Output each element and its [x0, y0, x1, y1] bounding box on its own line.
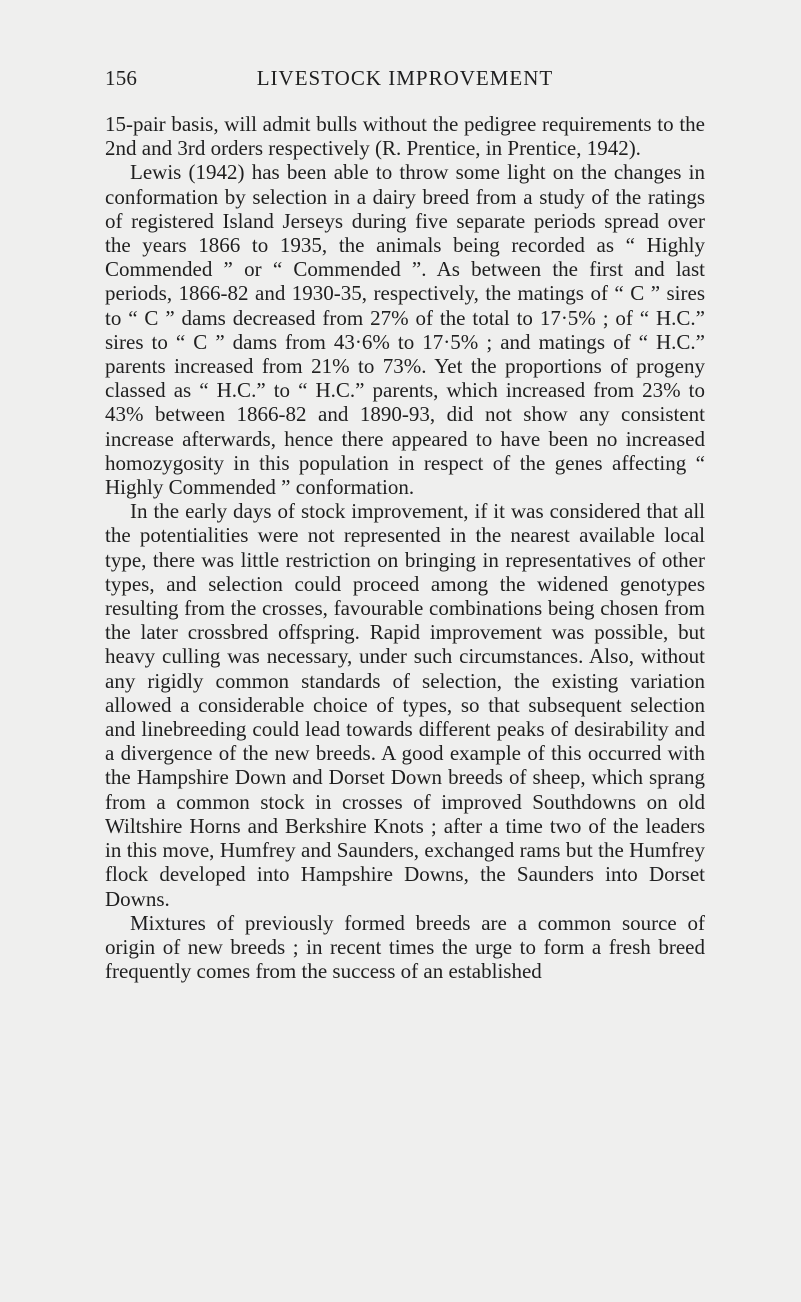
paragraph-continued: 15-pair basis, will admit bulls without the pedigree requirements to the 2nd and 3rd orders respectively (R. Prentice, in Prentice, 1942).: [105, 112, 705, 161]
paragraph-mixtures-of-breeds: Mixtures of previously formed breeds are a common source of origin of new breeds ; in recent times the urge to form a fresh breed frequently comes from the success of an established: [105, 910, 705, 984]
paragraph-early-stock-improvement: In the early days of stock improvement, if it was considered that all the potentialities were not represented in the nearest available local type, there was little restriction on bringing in representatives of other types, and selection could proceed among the widened genotypes resulting from the crosses, favourable combinations being chosen from the later crossbred offspring. Rapid improvement was possible, but heavy culling was necessary, under such circumstances. Also, without any rigidly common standards of selection, the existing variation allowed a considerable choice of types, so that subsequent selection and linebreeding could lead towards different peaks of desirability and a divergence of the new breeds. A good example of this occurred with the Hampshire Down and Dorset Down breeds of sheep, which sprang from a common stock in crosses of improved Southdowns on old Wiltshire Horns and Berkshire Knots ; after a time two of the leaders in this move, Humfrey and Saunders, exchanged rams but the Humfrey flock developed into Hampshire Downs, the Saunders into Dorset Downs.: [105, 499, 705, 911]
paragraph-lewis-study: Lewis (1942) has been able to throw some light on the changes in conformation by selection in a dairy breed from a study of the ratings of registered Island Jerseys during five separate periods spread over the years 1866 to 1935, the animals being recorded as “ Highly Commended ” or “ Commended ”. As between the first and last periods, 1866-82 and 1930-35, respectively, the matings of “ C ” sires to “ C ” dams decreased from 27% of the total to 17·5% ; of “ H.C.” sires to “ C ” dams from 43·6% to 17·5% ; and matings of “ H.C.” parents increased from 21% to 73%. Yet the proportions of progeny classed as “ H.C.” to “ H.C.” parents, which increased from 23% to 43% between 1866-82 and 1890-93, did not show any consistent increase afterwards, hence there appeared to have been no increased homozygosity in this population in respect of the genes affecting “ Highly Commended ” conformation.: [105, 160, 705, 500]
running-title: LIVESTOCK IMPROVEMENT: [256, 66, 554, 90]
page-number: 156: [105, 66, 138, 90]
body-text: [105, 112, 705, 983]
running-head: [105, 66, 705, 96]
